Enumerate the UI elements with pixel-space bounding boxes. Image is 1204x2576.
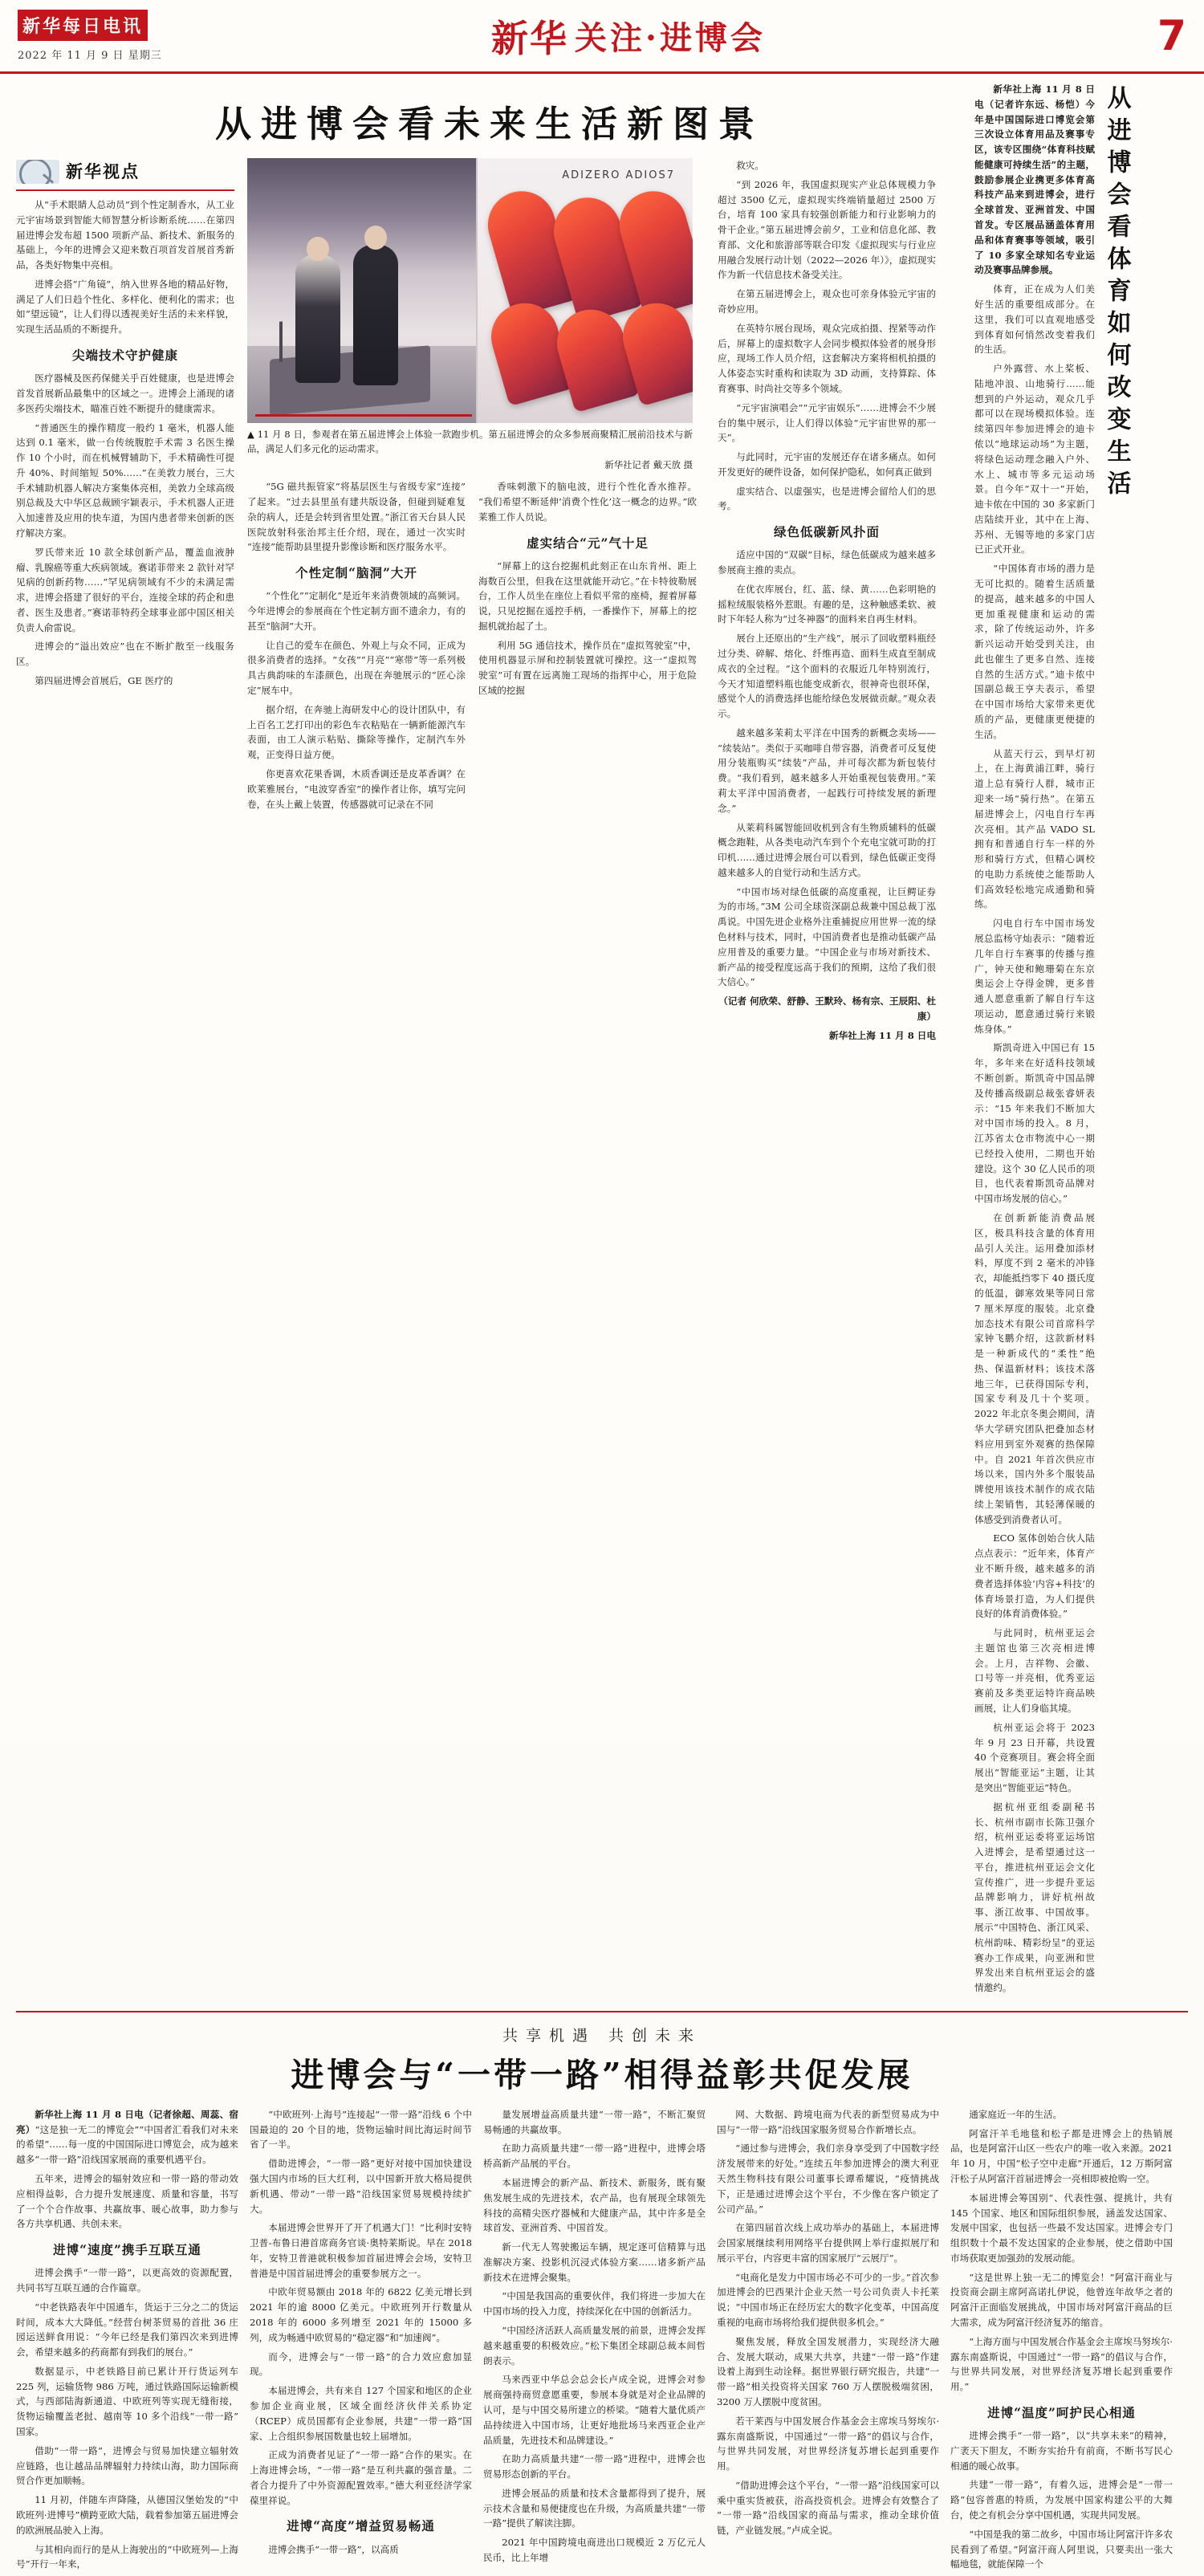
paragraph: “元宇宙演唱会”“元宇宙娱乐”……进博会不少展台的集中展示，让人们得以体验“元宇宙世界的那一天”。 xyxy=(718,401,936,444)
paragraph: 展台上还原出的“生产线”，展示了回收塑料瓶经过分类、碎解、熔化、纤维再造、面料生成直至制成成衣的全过程。“这个面料的衣服近几年特别流行，今天才知道塑料瓶也能变成新衣，很神奇也很环保，感觉个人的消费选择也能给绿色发展做贡献。”观众表示。 xyxy=(718,633,936,720)
second-article-headline: 进博会与“一带一路”相得益彰共促发展 xyxy=(291,2055,913,2094)
paragraph: 本届进博会，共有来自 127 个国家和地区的企业参加企业商业展，区域全面经济伙伴关系协定（RCEP）成员国都有企业参展，共建“一带一路”国家、上合组织参展国数量也较上届增加。 xyxy=(250,2385,472,2442)
paragraph: 网、大数据、跨境电商为代表的新型贸易成为中国与“一带一路”沿线国家服务贸易合作新增长点。 xyxy=(717,2108,939,2135)
masthead xyxy=(0,0,1204,74)
paragraph: 量发展增益高质量共建“一带一路”，不断汇聚贸易畅通的共赢故事。 xyxy=(483,2108,706,2135)
section-divider xyxy=(16,2011,1188,2012)
viewpoint-header xyxy=(16,158,234,191)
paragraph: 在第四届首次线上成功举办的基础上，本届进博会国家展继续利用网络平台提供网上举行虚拟展厅和展示平台，内容更丰富的国家展厅“云展厅”。 xyxy=(717,2222,939,2264)
page-content xyxy=(0,74,1204,2576)
paragraph: 聚焦发展，释放全国发展潜力，实现经济大融合、发展大联动，成果大共享，共建“一带一路”作建设着上海到生动诠释。据世界银行研究报告，共建“一带一路”相关投资将关国家 760 万人摆脱极端贫困，3200 万人摆脱中度贫困。 xyxy=(717,2335,939,2407)
masthead-title-block xyxy=(167,10,1090,63)
paragraph: 户外露营、水上桨板、陆地冲浪、山地骑行……能想到的户外运动，观众几乎都可以在现场模拟体验。连续第四年参加进博会的迪卡侬以“地球运动场”为主题，将绿色运动理念融入户外、水上、城市等多元运动场景。自今年“双十一”开始，迪卡侬在中国的 30 多家新门店陆续开业，其中在上海、苏州、无锡等地的多家门店已正式开业。 xyxy=(974,363,1095,555)
sidebar-article-body xyxy=(974,82,1095,2000)
paragraph: “借助进博会这个平台，“一带一路”沿线国家可以乘中重实货被获，浴高投资机会。进博会有效整合了“一带一路”沿线国家的商品与需求，推动全球价值链，产业链发展。”卢成全说。 xyxy=(717,2479,939,2537)
paragraph: “5G 磁共振管家”将基层医生与省级专家“连接”了起来。“过去县里虽有建共版设备，但碰到疑难复杂的病人，还是会转到省里处置。”浙江省天台县人民医院放射科张治邦主任介绍，现在，通过一次实时“连接”能帮助县里提升影像诊断和医疗服务水平。 xyxy=(247,481,466,553)
section-subhead: 虚实结合“元”气十足 xyxy=(527,535,649,551)
section-subhead: 个性定制“脑洞”大开 xyxy=(295,565,417,581)
paragraph: “中国体育市场的潜力是无可比拟的。随着生活质量的提高，越来越多的中国人更加重视健康和运动的需求，除了传统运动外，许多新兴运动开始受到关注，由此也催生了更多自然、连接自然的生活方式。”迪卡侬中国副总裁王亨夫表示，希望在中国市场给大家带来更优质的产品，更健康更便捷的生活。 xyxy=(974,563,1095,740)
paragraph: 11 月初，伴随车声降隆，从德国汉堡始发的“中欧班列·进博号”横跨亚欧大陆，载着参加第五届进博会的欧洲展品驶入上海。 xyxy=(16,2494,238,2536)
paragraph: 若干莱西与中国发展合作基金会主席埃马努埃尔·露东南盛斯说，中国通过“一带一路”的倡议与合作，与世界共同发展，对世界经济复苏增长起到重要作用。 xyxy=(717,2415,939,2472)
paragraph: 适应中国的“双碳”目标，绿色低碳成为越来越多参展商主推的卖点。 xyxy=(718,549,936,576)
paragraph-text: “这是独一无二的博览会”“中国者汇看我们对未来的希望”……每一度的中国国际进口博览会，成为越来越多“一带一路”沿线国家展商的重要机遇平台。 xyxy=(16,2123,238,2166)
paragraph: 与此同时，元宇宙的发展还存在诸多痛点。如何开发更好的硬件设备，如何保护隐私，如何真正做到 xyxy=(718,451,936,478)
paragraph: 让自己的爱车在颜色、外观上与众不同，正成为很多消费者的选择。“女孩”“月亮”“寒带”等一系列极具古典韵味的车漆颜色，出现在奔驰展示的“匠心涂定”展车中。 xyxy=(247,639,466,697)
sidebar-article xyxy=(974,82,1177,2000)
paragraph: “上海方面与中国发展合作基金会主席埃马努埃尔·露东南盛斯说，中国通过“一带一路”的倡议与合作，与世界共同发展，对世界经济复苏增长起到重要作用。” xyxy=(950,2335,1173,2393)
paragraph: 本届进博会的新产品、新技术、新服务，既有聚焦发展生成的先进技术，农产品，也有展现全球领先科技的高精尖医疗器械和大健康产品，其中许多是全球首发、亚洲首秀、中国首发。 xyxy=(483,2177,706,2234)
paragraph: “普通医生的操作精度一般约 1 毫米，机器人能达到 0.1 毫米，做一台传统腹腔手术需 3 名医生操作 10 个小时，而在机械臂辅助下，手术精确性可提升 40%、时间缩短 50%……”在美敦力展台，三大手术辅助机器人解决方案集体亮相，美敦力全球高级别总裁及大中华区总裁顾宇颖表示，手术机器人正进入加速普及应用的快车道，为国内患者带来创新的医疗解决方案。 xyxy=(16,421,234,539)
paragraph: 进博会携手“一带一路”，以“共享未来”的精神，广袤天下胆友，不断夯实抬升有前商，不断书写民心相通的暖心故事。 xyxy=(950,2430,1173,2472)
paragraph: 据介绍，在奔驰上海研发中心的设计团队中，有上百名工艺打印出的彩色车衣粘贴在一辆新能源汽车表面，由工人演示粘贴、撕除等操作，定制汽车外观，正变得日益方便。 xyxy=(247,703,466,761)
camera-icon xyxy=(16,160,59,184)
paragraph: “屏幕上的这台挖掘机此刻正在山东肯州、距上海数百公里，但我在这里就能开动它。”在卡特彼勒展台，工作人员坐在座位上看似平常的座椅，握着屏幕说，只见挖掘在遥控手柄，一番操作下，屏幕上的挖掘机就抬起了土。 xyxy=(478,560,697,632)
paragraph: 进博会搭“广角镜”，纳入世界各地的精品好物，满足了人们日趋个性化、多样化、便利化的需求；也如“望远镜”，让人们得以透视美好生活的未来样貌，实现生活品质的不断提升。 xyxy=(16,278,234,336)
paragraph xyxy=(16,2107,238,2167)
paragraph: “通过参与进博会，我们亲身享受到了中国数字经济发展带来的好处。”连续五年参加进博会的澳大利亚天然生物科技有限公司董事长谭希耀说，“疫情挑战下，正是通过进博会这个平台，不少像在客户锁定了公司产品。” xyxy=(717,2143,939,2215)
feature-headline: 从进博会看未来生活新图景 xyxy=(214,103,764,145)
section-subhead: 进博“温度”呵护民心相通 xyxy=(987,2404,1136,2420)
photo-caption: ▲ 11 月 8 日，参观者在第五届进博会上体验一款跑步机。第五届进博会的众多参展商聚精汇展前沿技术与新品，满足人们多元化的运动需求。 xyxy=(247,429,693,454)
paragraph: 正成为消费者见证了“一带一路”合作的果实。在上海进博会场，“一带一路”是互利共赢的强音量。二者合力提升了中外资源配置效率。”德大利亚经济学家葆里祥说。 xyxy=(250,2449,472,2506)
paragraph: 而今，进博会与“一带一路”的合力效应愈加显现。 xyxy=(250,2350,472,2378)
feature-column-2-wrap xyxy=(247,158,705,1048)
photo-display-wall xyxy=(476,158,693,423)
paragraph: 阿富汗羊毛地毯和松子都是进博会上的热销展品，也是阿富汗山区一些农户的唯一收入来源。2021 年 10 月，中国“松子空中走廊”开通后，12 万斯阿富汗松子从阿富汗首届进博会一亮相即被抢购一空。 xyxy=(950,2127,1173,2184)
paragraph: 从“手术眼睛人总动员”到个性定制香水，从工业元宇宙场景到智能大师智慧分析诊断系统……在第四届进博会发布超 1500 项新产品、新技术、新服务的基础上，今年的进博会又迎来数百项首发首展首秀新品，各类好物集中亮相。 xyxy=(16,199,234,271)
section-subhead: 绿色低碳新风扑面 xyxy=(773,524,880,540)
paragraph: ECO 氢体创始合伙人陆点点表示：“近年来，体育产业不断升级，越来越多的消费者选择体验‘内容+科技’的体育场景打造，为人们提供良好的体育消费体验。” xyxy=(974,1532,1095,1620)
photo-brand-label: ADIZERO ADIOS7 xyxy=(562,169,675,181)
paragraph: “中欧班列·上海号”连接起“一带一路”沿线 6 个中国最迫的 20 个目的地，货物运输时间比海运时间节省了一半。 xyxy=(250,2108,472,2151)
paragraph: 借助“一带一路”，进博会与贸易加快建立辐射效应链路，也让越品品牌辐射力持续山海，助力国际商贸合作更加顺畅。 xyxy=(16,2444,238,2487)
paragraph: “中国是我的第二故乡，中国市场让阿富汗许多农民看到了希望。”阿富汗商人阿里说，只要卖出一张大幅地毯，就能保障一个 xyxy=(950,2528,1173,2570)
paragraph: “中国市场对绿色低碳的高度重视，让巨鳄证券为的市场。”3M 公司全球资深副总裁兼中国总裁丁泓禹说。中国先进企业格外注重捕捉应用世界一流的绿色材料与技术，同时，中国消费者也是推动低碳产品应用普及的重要力量。“中国企业与市场对新技术、新产品的接受程度远高于我们的预期，这给了我们很大信心。” xyxy=(718,885,936,988)
top-section xyxy=(16,82,1188,2000)
paragraph: 通家庭近一年的生活。 xyxy=(969,2108,1063,2120)
paragraph: “中国是我国高的重要伙伴，我们将进一步加大在中国市场的投入力度，持续深化在中国的创新活力。 xyxy=(483,2290,706,2318)
sidebar-dateline: 新华社上海 11 月 8 日电（记者许东远、杨恺）今年是中国国际进口博览会第三次设立体育用品及赛事专区，该专区围绕“体育科技赋能健康可持续生活”的主题，鼓励参展企业携更多体育高科技产品来到进博会，进行全球首发、亚洲首发、中国首发。专区展品涵盖体育用品和体育赛事等领域，吸引了 10 多家全球知名专业运动及赛事品牌参展。 xyxy=(974,83,1095,276)
paragraph: “个性化”“定制化”是近年来消费领域的高频词。今年进博会的参展商在个性定制方面不遗余力，有的甚至“脑洞”大开。 xyxy=(247,590,466,632)
paragraph: 罗氏带来近 10 款全球创新产品，覆盖血液肿瘤、乳腺癌等重大疾病领域。赛诺菲带来 2 款针对罕见病的创新药物……“罕见病领域有不少的未满足需求，进博会搭建了很好的平台，连接全球的药企和患者、医生及患者。”赛诺菲特药全球事业部中国区相关负责人俞雷说。 xyxy=(16,546,234,633)
paragraph: 在第五届进博会上，观众也可亲身体验元宇宙的奇妙应用。 xyxy=(718,288,936,315)
paragraph: “到 2026 年，我国虚拟现实产业总体规模力争超过 3500 亿元，虚拟现实终端销量超过 2500 万台，培育 100 家具有较强创新能力和行业影响力的骨干企业。”第五届进博会前夕，工业和信息化部、教育部、文化和旅游部等联合印发《虚拟现实与行业应用融合发展行动计划（2022—2026 年）》，虚拟现实作为新一代信息技术备受关注。 xyxy=(718,178,936,281)
paragraph: 第四届进博会首展后，GE 医疗的 xyxy=(35,675,173,686)
paragraph: 进博会的“溢出效应”也在不断扩散至一线服务区。 xyxy=(16,641,234,668)
feature-photo-block xyxy=(247,158,693,471)
paragraph: 进博会携手“一带一路”，以高质 xyxy=(268,2543,399,2555)
paragraph: 从莱莉科属智能回收机到含有生物质辅料的低碳概念跑鞋，从各类电动汽车到个个充电宝就可助的打印机……通过进博会展台可以看到，绿色低碳正变得越来越多人的自觉行动和生活方式。 xyxy=(718,821,936,878)
photo-credit: 新华社记者 戴天放 摄 xyxy=(604,459,693,471)
article-signature: （记者 何欣荣、舒静、王默玲、杨有宗、王辰阳、杜康） xyxy=(718,995,936,1022)
paragraph: 医疗器械及医药保健关乎百姓健康，也是进博会首发首展新品最集中的区域之一。进博会上涌现的诸多医药尖端技术，瞄准百姓不断提升的健康需求。 xyxy=(16,372,234,414)
paragraph: 中欧年贸易额由 2018 年的 6822 亿美元增长到 2021 年的逾 8000 亿美元。中欧班列开行数量从 2018 年的 6000 多列增至 2021 年的 15000 多列，成为畅通中欧贸易的“稳定器”和“加速阀”。 xyxy=(250,2286,472,2343)
article2-column-2 xyxy=(250,2107,472,2576)
paragraph: 香味刺激下的脑电波，进行个性化香水推荐。“我们希望不断延伸‘消费个性化’这一概念的边界。”欧莱雅工作人员说。 xyxy=(478,481,697,523)
paragraph: 与此同时，杭州亚运会主题馆也第三次亮相进博会。上月，吉祥物、会徽、口号等一并亮相，优秀亚运赛前及多类亚运特许商品映画展，让人们身临其境。 xyxy=(974,1627,1095,1715)
feature-column-3 xyxy=(718,158,936,1048)
article2-column-3 xyxy=(483,2107,706,2576)
paragraph: “这是世界上独一无二的博览会！”阿富汗商业与投资商会副主席阿高诺扎伊说，他曾连年故华之者的阿富汗正面临发展挑战，中国市场对阿富汗商品的巨大需求，成为阿富汗经济复苏的缩音。 xyxy=(950,2271,1173,2329)
second-article-columns xyxy=(16,2107,1188,2576)
paragraph: 进博会展品的质量和技术含量都得到了提升，展示技术含量和易便捷度也在升级，为高质量共建“一带一路”提供了解读注脚。 xyxy=(483,2487,706,2529)
paragraph: 在助力高质量共建“一带一路”进程中，进博会塔桥高新产品展的平台。 xyxy=(483,2143,706,2170)
photo-person-head xyxy=(307,237,329,261)
paragraph: “中老铁路表年中国通车，货运于三分之二的货运时间，成本大大降低。”经营台树茶贸易的首批 36 庄园运送鲜食用说：“今年已经是我们第四次来到进博会，希望来越多的药商都有到我们的展台。” xyxy=(16,2301,238,2358)
paragraph: 据杭州亚组委副秘书长、杭州市副市长陈卫强介绍，杭州亚运委将亚运场馆入进博会，是希望通过这一平台，推进杭州亚运会文化宣传推广，进一步提升亚运品牌影响力，讲好杭州故事、浙江故事、中国故事。展示“中国特色、浙江风采、杭州韵味、精彩纷呈”的亚运赛办工作成果，向亚洲和世界发出来自杭州亚运会的盛情邀约。 xyxy=(974,1801,1095,1994)
feature-article xyxy=(16,82,963,2000)
feature-column-1 xyxy=(16,158,234,1048)
paragraph: 你更喜欢花果香调，木质香调还是皮革香调？在欧莱雅展台，“电波穿香室”的操作者让你，填写完问卷，在头上戴上装置，传感器就可记录在不同 xyxy=(247,767,466,810)
article2-column-5 xyxy=(950,2107,1173,2576)
paragraph: 在英特尔展台现场，观众完成拍摄、捏紧等动作后，屏幕上的虚拟数字人会同步模拟体验者的展身形应，现场工作人员介绍，这套解决方案将相机拍摄的人体姿态实时重构和读取为 3D 动画，支持算踪、体育赛事、时尚社交等多个领域。 xyxy=(718,322,936,394)
paragraph: 利用 5G 通信技术，操作员在“虚拟驾驶室”中，使用机器显示屏和控制装置就可操控。这一“虚拟驾驶室”可有置在远离施工现场的指挥中心，用于危险区域的挖掘 xyxy=(478,639,697,697)
paragraph: 借助进博会，“一带一路”更好对接中国加快建设强大国内市场的巨大红利，以中国新开放大格局提供新机遇、带动“一带一路”沿线国家贸易规模持续扩大。 xyxy=(250,2158,472,2215)
paragraph: 2021 年中国跨境电商进出口规模近 2 万亿元人民币，比上年增 xyxy=(483,2537,706,2563)
paragraph: 在助力高质量共建“一带一路”进程中，进博会也贸易形态创新的平台。 xyxy=(483,2453,706,2480)
viewpoint-label: 新华视点 xyxy=(66,161,140,181)
paragraph: 马来西亚中华总会总会长卢成全说，进博会对参展商强持商贸意愿重要，参展本身就是对企业品牌的认可，是与中国交易所建立的桥梁。“随着大量优质产品持续进入中国市场，让更好地批场马来西亚企业产品质量，先进技术和品牌建设。” xyxy=(483,2374,706,2446)
section-subhead: 进博“高度”增益贸易畅通 xyxy=(287,2518,435,2534)
feature-column-2b xyxy=(478,479,697,816)
photo-person-head xyxy=(364,226,387,250)
photo-person xyxy=(353,245,398,385)
masthead-topic: 关注·进博会 xyxy=(575,19,766,57)
section-subhead: 进博“速度”携手互联互通 xyxy=(53,2242,201,2258)
paragraph: 本届进博会筹国别“、代表性强、提挑计，共有 145 个国家、地区和国际组织参展，涵盖发达国家、发展中国家，也包括一些最不发达国家。进博会专门组织数十个最不发达国家的企业参展，使之借助中国市场获取更加强劲的发展动能。 xyxy=(950,2191,1173,2264)
publication-logo: 新华每日电讯 xyxy=(18,10,148,41)
photo-barrier xyxy=(255,414,472,417)
publication-logo-block xyxy=(18,10,167,62)
paragraph: 五年来，进博会的辐射效应和一带一路的带动效应相得益彰，合力提升发展速度、质量和容量，书写了一个个合作故事、共赢故事、暖心故事，助力参与各方共享机遇、共创未来。 xyxy=(16,2173,238,2230)
paragraph: 越来越多茉莉太平洋在中国秀的新概念卖场——“续装站”。类似于买咖啡自带容器，消费者可反复使用分装瓶购买“续装”产品，并可每次都为新包装付费。“我们看到，越来越多人开始重视包装费用。”茉莉太平洋中国消费者，一起践行可持续发展的新理念。” xyxy=(718,726,936,814)
feature-column-2 xyxy=(247,479,466,816)
feature-columns xyxy=(16,158,963,1048)
feature-subcolumns xyxy=(247,479,705,816)
paragraph: 在创新新能消费品展区，极具科技含量的体育用品引人关注。运用叠加添材料，厚度不到 2 毫米的冲锋衣，却能抵挡零下 40 摄氏度的低温，御寒效果等同日常 7 厘米厚度的服装。北京叠加态技术有限公司首席科学家钟飞鹏介绍，这款新材料是一种新成代的“柔性”绝热、保温新材料；该技术落地三年，已获得国际专利，国家专利及几十个奖项。2022 年北京冬奥会期间，清华大学研究团队把叠加态材料应用到室外观赛的热保障中。自 2021 年首次供应市场以来，国内外多个服装品牌使用该技术制作的成衣陆续上架销售，其轻薄保暖的体感受到消费者认可。 xyxy=(974,1212,1095,1525)
paragraph: 本届进博会世界开了开了机遇大门！“比利时安特卫普-布鲁日港首席商务官谈·奥特莱斯说。早在 2018 年，安特卫普港就积极参加首届进博会会场，安特卫普港是中国首届进博会的重要参展方之一。 xyxy=(250,2222,472,2279)
paragraph: “电商化是发力中国市场必不可少的一步。”首次参加进博会的巴西果汁企业天然一号公司负责人卡托莱说；“中国市场正在经历宏大的数字化变革，中国高度重视的电商市场将给我们提供很多机会。” xyxy=(717,2271,939,2329)
paragraph: 与其相向而行的是从上海驶出的“中欧班列—上海号”开行一年来， xyxy=(16,2543,238,2570)
feature-photo xyxy=(247,158,693,423)
paragraph: 闪电自行车中国市场发展总监杨守灿表示：“随着近几年自行车赛事的传播与推广，钟天使和鲍珊菊在东京奥运会上夺得金牌，更多普通人愿意重新了解自行车这项运动，愿意通过骑行来锻炼身体。” xyxy=(974,918,1095,1035)
paragraph: 新一代无人驾驶搬运车辆，规定逐可信精算与迅准解决方案、投影机沉浸式体验方案……诸多新产品新技术在进博会聚集。 xyxy=(483,2241,706,2283)
sidebar-vertical-headline: 从进博会看体育如何改变生活 xyxy=(1102,85,1131,503)
paragraph: “中国经济活跃人高质量发展的前景，进博会发挥越来越重要的积极效应。”松下集团全球副总裁本间哲朗表示。 xyxy=(483,2325,706,2366)
article2-column-4 xyxy=(717,2107,939,2576)
paragraph: 救灾。 xyxy=(736,160,764,171)
paragraph: 进博会携手“一带一路”，以更高效的资源配置，共同书写互联互通的合作篇章。 xyxy=(16,2267,238,2294)
paragraph: 斯凯奇进入中国已有 15 年，多年来在好适科技领域不断创新。斯凯奇中国品牌及传播高级副总裁张睿妍表示：“15 年来我们不断加大对中国市场的投入。8 月，江苏省太仓市物流中心一期已经投入使用，二期也开始建设。这个 30 亿人民币的项目，也代表着斯凯奇品牌对中国市场发展的信心。” xyxy=(974,1042,1095,1205)
article-dateline-end: 新华社上海 11 月 8 日电 xyxy=(828,1029,936,1041)
photo-person xyxy=(295,254,340,383)
paragraph: 从蓝天行云，到早灯初上，在上海黄浦江畔，骑行道上总有骑行人群，城市正迎来一场“骑行热”。在第五届进博会上，闪电自行车再次亮相。其产品 VADO SL 拥有和普通自行车一样的外形和骑行方式，但精心调校的电助力系统使之能帮助人们高效轻松地完成通勤和骑练。 xyxy=(974,747,1095,910)
paragraph: 体育，正在成为人们美好生活的重要组成部分。在这里，我们可以直观地感受到体育如何悄然改变着我们的生活。 xyxy=(974,283,1095,356)
paragraph: 数据显示，中老铁路目前已累计开行货运列车 225 列，运输货物 986 万吨，通过铁路国际运输新模式，与西部陆海新通道、中欧班列等实现无缝衔接，货物运输覆盖老挝、越南等 10 多个沿线“一带一路”国家。 xyxy=(16,2365,238,2438)
paragraph: 在优衣库展台，红、蓝、绿、黄……色彩明艳的摇粒绒服装格外惹眼。有趣的是，这种触感柔软、被时下年轻人称为“过冬神器”的面料来自再生材料。 xyxy=(718,583,936,625)
section-subhead: 尖端技术守护健康 xyxy=(71,348,178,364)
page-number: 7 xyxy=(1157,11,1186,60)
publication-date: 2022 年 11 月 9 日 星期三 xyxy=(18,50,162,62)
second-article-kicker: 共享机遇 共创未来 xyxy=(502,2026,702,2045)
article2-dateline: 新华社上海 11 月 8 日电（记者徐超、周蕊、宿亮） xyxy=(16,2108,238,2135)
paragraph: 共建“一带一路”，有着久远，进博会是“一带一路”包容普惠的特质，为发展中国家构建公平的大舞台，使之有机会分享中国机遇，实现共同发展。 xyxy=(950,2479,1173,2521)
article2-column-1 xyxy=(16,2107,238,2576)
second-article xyxy=(16,2024,1188,2576)
masthead-brand: 新华 xyxy=(491,16,569,60)
paragraph: 虚实结合、以虚强实，也是进博会留给人们的思考。 xyxy=(718,485,936,512)
paragraph: 杭州亚运会将于 2023 年 9 月 23 日开幕，共设置 40 个竞赛项目。赛会将全面展出“智能亚运”主题，让其是突出“智能亚运”特色。 xyxy=(974,1721,1095,1793)
